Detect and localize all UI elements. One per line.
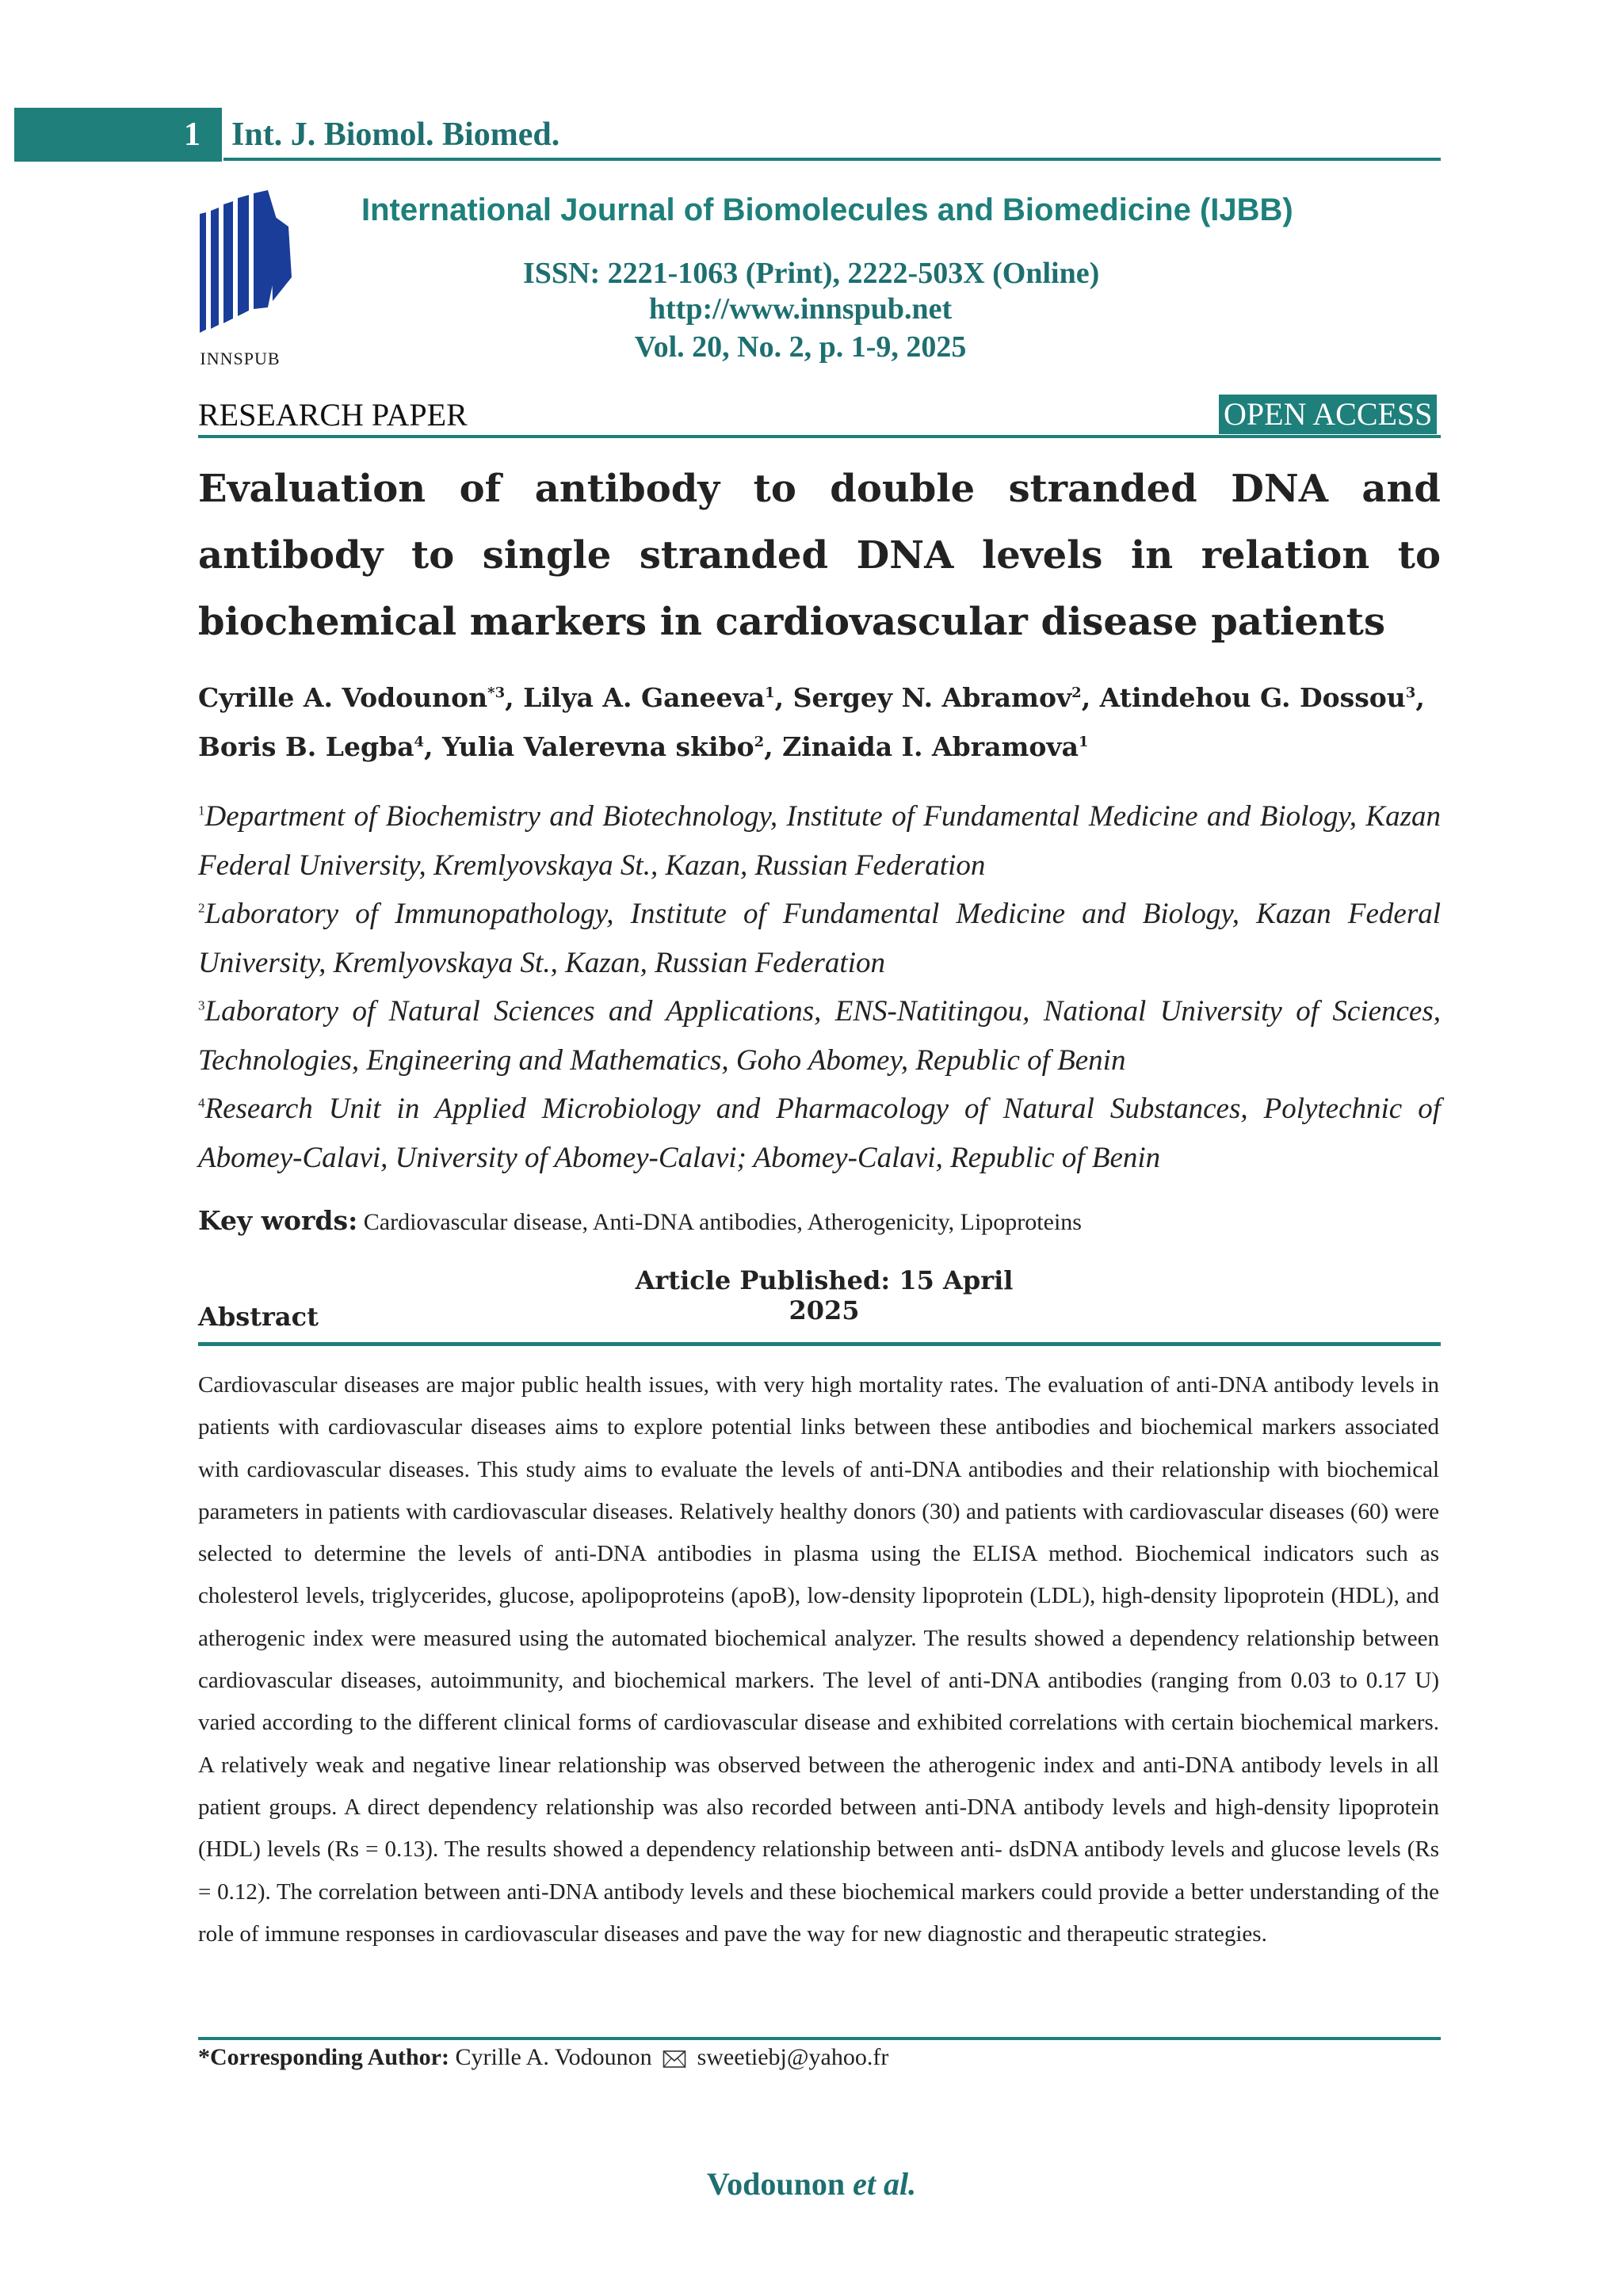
author bbox=[1100, 682, 1416, 713]
envelope-icon bbox=[663, 2050, 686, 2069]
keywords bbox=[198, 1205, 1441, 1236]
footer-etal: et al. bbox=[853, 2166, 917, 2202]
innspub-logo-icon bbox=[195, 190, 314, 355]
volume-info: Vol. 20, No. 2, p. 1-9, 2025 bbox=[634, 330, 967, 364]
paper-type-label: RESEARCH PAPER bbox=[198, 397, 468, 433]
author-affiliation-mark: *3 bbox=[487, 685, 506, 701]
author-name: Zinaida I. Abramova bbox=[782, 731, 1079, 762]
affiliation bbox=[198, 890, 1441, 987]
logo-text: INNSPUB bbox=[200, 349, 281, 368]
author bbox=[793, 682, 1082, 713]
author-separator: , bbox=[1081, 682, 1100, 713]
author bbox=[523, 682, 775, 713]
corresponding-author bbox=[198, 2044, 888, 2071]
abstract-rule bbox=[198, 1342, 1441, 1346]
author-affiliation-mark: 2 bbox=[754, 734, 765, 750]
paper-title: Evaluation of antibody to double stranded DNA and antibody to single stranded DNA levels in relation to biochemical markers in cardiovascular disease patients bbox=[198, 467, 1441, 644]
corresponding-label: *Corresponding Author: bbox=[198, 2044, 449, 2070]
affiliation-text: Department of Biochemistry and Biotechnology, Institute of Fundamental Medicine and Biology, Kazan Federal University, Kremlyovskaya St., Kazan, Russian Federation bbox=[198, 800, 1441, 882]
affiliation-list bbox=[198, 792, 1441, 1182]
affiliation bbox=[198, 792, 1441, 890]
footer-author bbox=[634, 2165, 989, 2203]
affiliation-mark: 4 bbox=[198, 1095, 205, 1111]
section-rule bbox=[198, 435, 1441, 438]
corresponding-email-link[interactable]: sweetiebj@yahoo.fr bbox=[697, 2044, 889, 2070]
author bbox=[782, 731, 1088, 762]
author-affiliation-mark: 1 bbox=[765, 685, 775, 701]
keywords-label: Key words: bbox=[198, 1205, 358, 1236]
journal-full-title: International Journal of Biomolecules and Biomedicine (IJBB) bbox=[361, 193, 1293, 227]
author-separator: , bbox=[505, 682, 524, 713]
affiliation bbox=[198, 987, 1441, 1085]
abstract-body: Cardiovascular diseases are major public health issues, with very high mortality rates. The evaluation of anti-DNA antibody levels in patients with cardiovascular diseases aims to explore potential links between these antibodies and biochemical markers associated with cardiovascular diseases. This study aims to evaluate the levels of anti-DNA antibodies and their relationship with biochemical parameters in patients with cardiovascular diseases. Relatively healthy donors (30) and patients with cardiovascular diseases (60) were selected to determine the levels of anti-DNA antibodies in plasma using the ELISA method. Biochemical indicators such as cholesterol levels, triglycerides, glucose, apolipoproteins (apoB), low-density lipoprotein (LDL), high-density lipoprotein (HDL), and atherogenic index were measured using the automated biochemical analyzer. The results showed a dependency relationship between cardiovascular diseases, autoimmunity, and biochemical markers. The level of anti-DNA antibodies (ranging from 0.03 to 0.17 U) varied according to the different clinical forms of cardiovascular disease and exhibited correlations with certain biochemical markers. A relatively weak and negative linear relationship was observed between the atherogenic index and anti-DNA antibody levels in all patient groups. A direct dependency relationship was also recorded between anti-DNA antibody levels and high-density lipoprotein (HDL) levels (Rs = 0.13). The results showed a dependency relationship between anti- dsDNA antibody levels and glucose levels (Rs = 0.12). The correlation between anti-DNA antibody levels and these biochemical markers could provide a better understanding of the role of immune responses in cardiovascular diseases and pave the way for new diagnostic and therapeutic strategies. bbox=[198, 1372, 1439, 1947]
open-access-badge: OPEN ACCESS bbox=[1219, 395, 1437, 434]
author-affiliation-mark: 3 bbox=[1405, 685, 1416, 701]
author-separator: , bbox=[774, 682, 793, 713]
author bbox=[198, 682, 505, 713]
author bbox=[198, 731, 424, 762]
affiliation-mark: 1 bbox=[198, 803, 205, 818]
footer-author-name: Vodounon bbox=[706, 2166, 846, 2202]
abstract-end-rule bbox=[198, 2037, 1441, 2040]
author-name: Sergey N. Abramov bbox=[792, 682, 1072, 713]
author-affiliation-mark: 1 bbox=[1078, 734, 1089, 750]
author-separator: , bbox=[764, 731, 783, 762]
author bbox=[442, 731, 764, 762]
author-separator: , bbox=[1415, 682, 1425, 713]
author-affiliation-mark: 4 bbox=[414, 734, 425, 750]
author-name: Boris B. Legba bbox=[198, 731, 414, 762]
page-number: 1 bbox=[184, 116, 200, 153]
affiliation-text: Laboratory of Immunopathology, Institute of Fundamental Medicine and Biology, Kazan Federal University, Kremlyovskaya St., Kazan, Russian Federation bbox=[198, 898, 1441, 979]
keywords-value: Cardiovascular disease, Anti-DNA antibodies, Atherogenicity, Lipoproteins bbox=[363, 1209, 1082, 1235]
published-date: Article Published: 15 April 2025 bbox=[635, 1265, 1014, 1325]
author-name: Yulia Valerevna skibo bbox=[442, 731, 754, 762]
author-name: Atindehou G. Dossou bbox=[1099, 682, 1406, 713]
affiliation-text: Laboratory of Natural Sciences and Applications, ENS-Natitingou, National University of Sciences, Technologies, Engineering and Mathematics, Goho Abomey, Republic of Benin bbox=[198, 995, 1441, 1077]
author-list bbox=[198, 673, 1441, 772]
author-name: Lilya A. Ganeeva bbox=[523, 682, 766, 713]
affiliation bbox=[198, 1085, 1441, 1182]
journal-short-title: Int. J. Biomol. Biomed. bbox=[231, 116, 560, 153]
issn: ISSN: 2221-1063 (Print), 2222-503X (Online) bbox=[523, 257, 1100, 290]
affiliation-mark: 3 bbox=[198, 997, 205, 1013]
journal-url-link[interactable]: http://www.innspub.net bbox=[648, 292, 953, 326]
author-affiliation-mark: 2 bbox=[1071, 685, 1082, 701]
corresponding-name: Cyrille A. Vodounon bbox=[455, 2044, 652, 2070]
affiliation-text: Research Unit in Applied Microbiology and Pharmacology of Natural Substances, Polytechnic of Abomey-Calavi, University of Abomey-Calavi; Abomey-Calavi, Republic of Benin bbox=[198, 1093, 1441, 1174]
abstract-heading: Abstract bbox=[198, 1302, 319, 1332]
author-name: Cyrille A. Vodounon bbox=[198, 682, 488, 713]
affiliation-mark: 2 bbox=[198, 900, 205, 916]
author-separator: , bbox=[424, 731, 443, 762]
header-rule bbox=[223, 158, 1441, 161]
